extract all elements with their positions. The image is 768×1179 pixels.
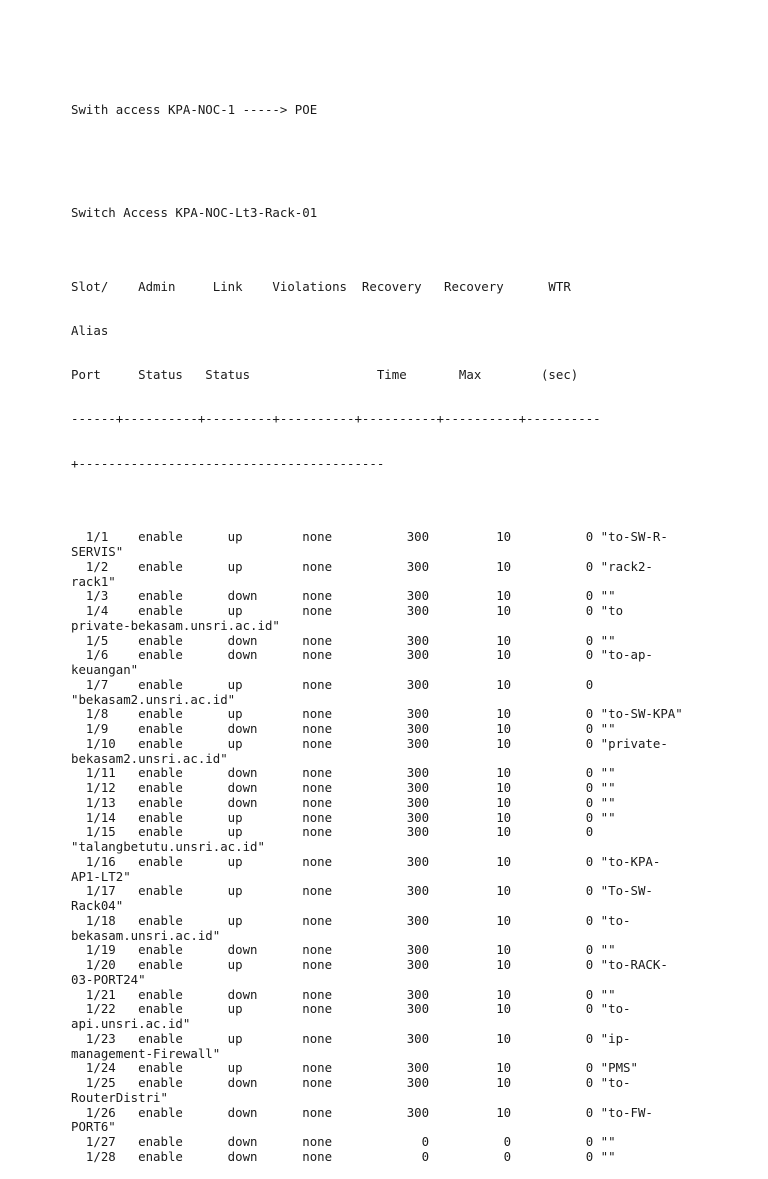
port-row-line: 1/9 enable down none 300 10 0 "" (71, 721, 616, 736)
port-row-line: RouterDistri" (71, 1089, 168, 1105)
port-row-line: keuangan" (71, 662, 139, 677)
port-row-line: "bekasam2.unsri.ac.id" (71, 691, 236, 707)
port-row-line: private-bekasam.unsri.ac.id" (71, 617, 280, 633)
port-row-line: 1/26 enable down none 300 10 0 "to-FW- (71, 1104, 653, 1120)
port-row-line: 1/1 enable up none 300 10 0 "to-SW-R- (71, 529, 668, 545)
port-row-line: 1/23 enable up none 300 10 0 "ip- (71, 1030, 631, 1046)
port-row-line: 1/17 enable up none 300 10 0 "To-SW- (71, 883, 653, 899)
port-row-line: management-Firewall" (71, 1045, 221, 1061)
port-row-line: 1/6 enable down none 300 10 0 "to-ap- (71, 647, 653, 663)
header-line: Port Status Status Time Max (sec) (71, 367, 579, 382)
port-row-line: 1/3 enable down none 300 10 0 "" (71, 588, 616, 604)
port-row-line: AP1-LT2" (71, 868, 131, 884)
port-row-line: 1/18 enable up none 300 10 0 "to- (71, 912, 631, 928)
port-row-line: rack1" (71, 573, 116, 589)
header-line: Alias (71, 322, 109, 338)
port-row-line: SERVIS" (71, 544, 124, 559)
header-separator: +----------------------------------------- (71, 455, 385, 471)
port-row-line: 1/7 enable up none 300 10 0 (71, 676, 594, 692)
port-row-line: 1/21 enable down none 300 10 0 "" (71, 986, 616, 1002)
port-table-header (71, 250, 761, 501)
spacer (71, 147, 761, 177)
port-row-line: 1/4 enable up none 300 10 0 "to (71, 603, 624, 618)
port-row-line: 1/24 enable up none 300 10 0 "PMS" (71, 1060, 638, 1076)
port-row-line: 1/12 enable down none 300 10 0 "" (71, 780, 616, 795)
document-page (71, 73, 761, 1179)
document-title: Swith access KPA-NOC-1 -----> POE (71, 101, 318, 117)
port-row-line: "talangbetutu.unsri.ac.id" (71, 839, 265, 854)
port-row-line: 1/27 enable down none 0 0 0 "" (71, 1134, 616, 1149)
port-row-line: 1/10 enable up none 300 10 0 "private- (71, 735, 668, 751)
port-row-line: 1/22 enable up none 300 10 0 "to- (71, 1001, 631, 1017)
port-row-line: api.unsri.ac.id" (71, 1016, 191, 1031)
port-row-line: Rack04" (71, 898, 124, 913)
port-row-line: 1/25 enable down none 300 10 0 "to- (71, 1075, 631, 1090)
switch-name: Switch Access KPA-NOC-Lt3-Rack-01 (71, 204, 318, 220)
port-row-line: 03-PORT24" (71, 971, 146, 987)
port-row-line: 1/8 enable up none 300 10 0 "to-SW-KPA" (71, 706, 683, 722)
port-row-line: 1/2 enable up none 300 10 0 "rack2- (71, 558, 653, 574)
port-table-body (71, 530, 761, 1164)
port-row-line: 1/15 enable up none 300 10 0 (71, 824, 594, 840)
port-row-line: 1/11 enable down none 300 10 0 "" (71, 765, 616, 781)
port-row-line: PORT6" (71, 1119, 116, 1135)
port-row-line: 1/13 enable down none 300 10 0 "" (71, 794, 616, 810)
port-row-line: bekasam2.unsri.ac.id" (71, 750, 228, 766)
port-row-line: 1/5 enable down none 300 10 0 "" (71, 632, 616, 648)
header-separator: ------+----------+---------+----------+----------+----------+---------- (71, 411, 601, 427)
port-row-line: bekasam.unsri.ac.id" (71, 927, 221, 943)
port-row-line: 1/19 enable down none 300 10 0 "" (71, 942, 616, 958)
port-row-line: 1/14 enable up none 300 10 0 "" (71, 809, 616, 825)
port-row-line: 1/16 enable up none 300 10 0 "to-KPA- (71, 853, 661, 869)
port-row-line: 1/28 enable down none 0 0 0 "" (71, 1148, 616, 1164)
port-row-line: 1/20 enable up none 300 10 0 "to-RACK- (71, 957, 668, 972)
header-line: Slot/ Admin Link Violations Recovery Recovery WTR (71, 278, 571, 294)
